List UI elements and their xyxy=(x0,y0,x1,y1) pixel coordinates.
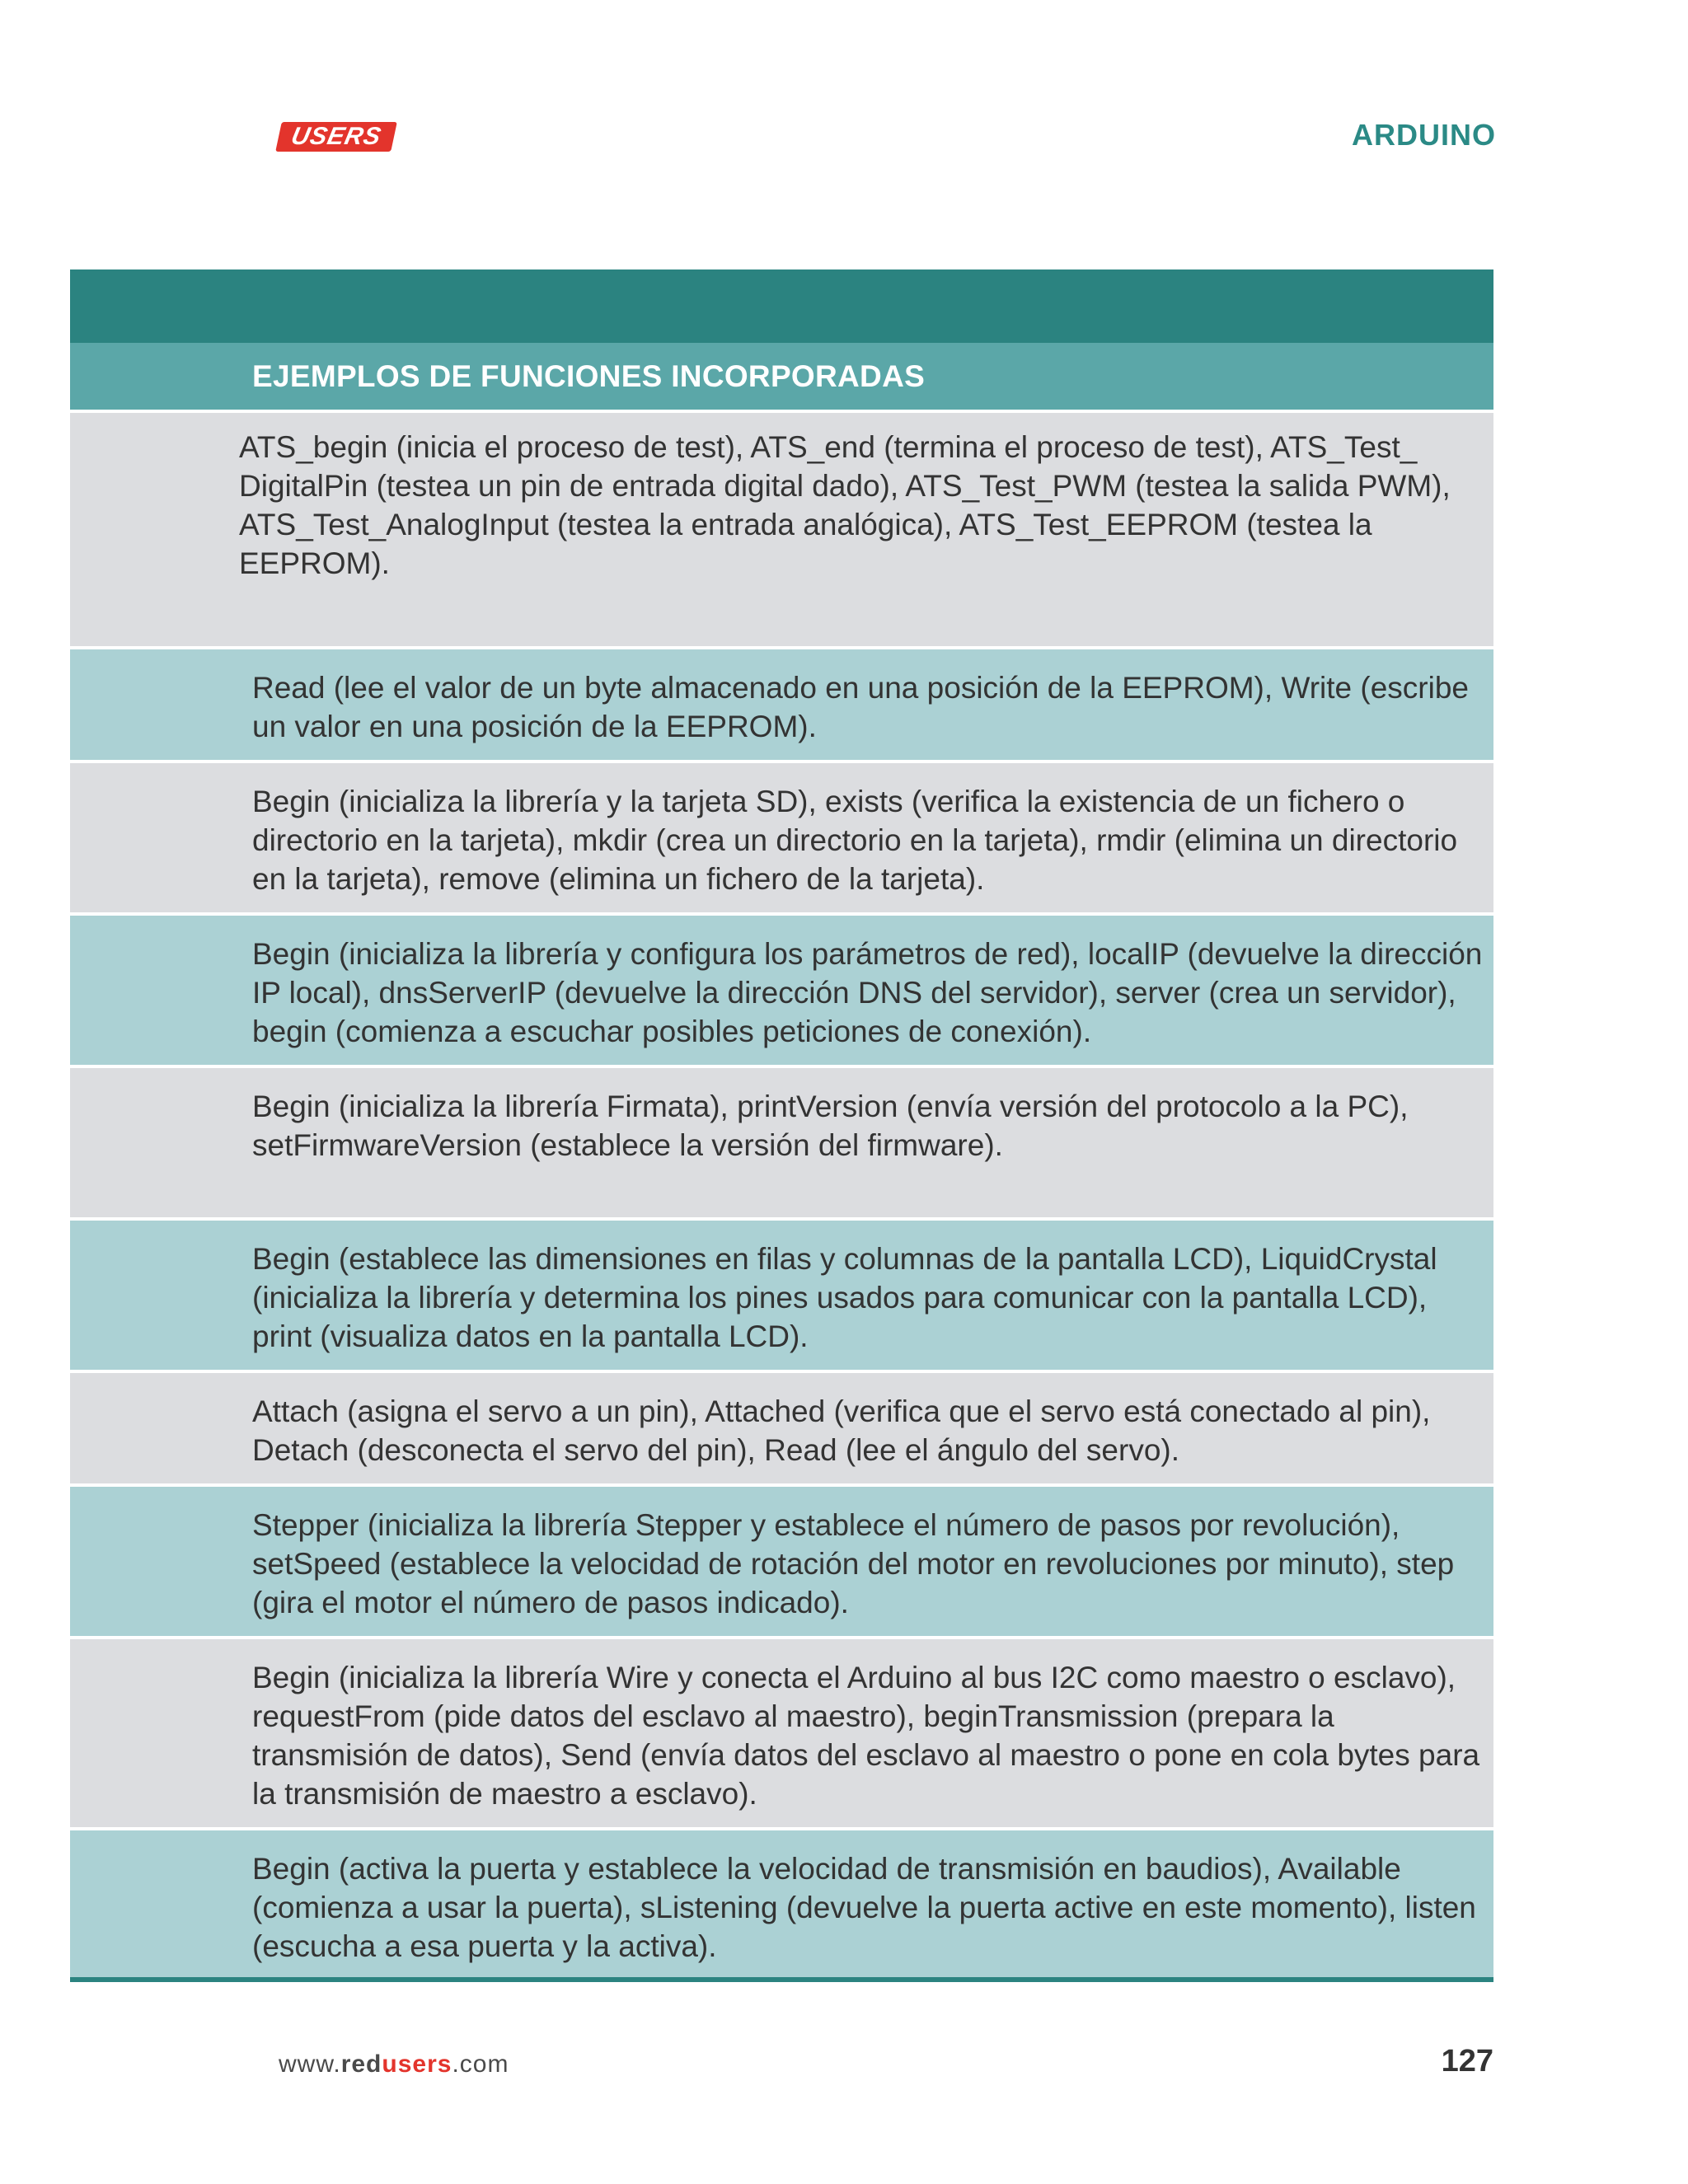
row-text: Begin (inicializa la librería y configura los parámetros de red), localIP (devuelve la dirección IP local), dnsServerIP (devuelve la dirección DNS del servidor), server (crea un servidor), begin (comienza a escuchar posibles peticiones de conexión). xyxy=(252,937,1483,1048)
table-row xyxy=(70,916,1493,1068)
table-row xyxy=(70,763,1493,916)
row-text: Begin (inicializa la librería Wire y conecta el Arduino al bus I2C como maestro o esclavo), requestFrom (pide datos del esclavo al maestro), beginTransmission (prepara la transmisión de datos), Send (envía datos del esclavo al maestro o pone en cola bytes para la transmisión de maestro a esclavo). xyxy=(252,1661,1480,1811)
functions-table xyxy=(70,269,1493,1982)
section-title: ARDUINO xyxy=(1352,118,1496,152)
row-text: ATS_begin (inicia el proceso de test), ATS_end (termina el proceso de test), ATS_Test_ DigitalPin (testea un pin de entrada digital dado), ATS_Test_PWM (testea la salida PWM), ATS_Test_AnalogInput (testea la entrada analógica), ATS_Test_EEPROM (testea la EEPROM). xyxy=(239,430,1451,580)
row-text: Begin (inicializa la librería y la tarjeta SD), exists (verifica la existencia de un fichero o directorio en la tarjeta), mkdir (crea un directorio en la tarjeta), rmdir (elimina un directorio en la tarjeta), remove (elimina un fichero de la tarjeta). xyxy=(252,785,1458,896)
table-row xyxy=(70,1221,1493,1373)
table-row xyxy=(70,1487,1493,1639)
table-row xyxy=(70,1639,1493,1830)
row-text: Begin (inicializa la librería Firmata), printVersion (envía versión del protocolo a la PC), setFirmwareVersion (establece la versión del firmware). xyxy=(252,1090,1409,1162)
row-text: Begin (activa la puerta y establece la velocidad de transmisión en baudios), Available (comienza a usar la puerta), sListening (devuelve la puerta active en este momento), listen (escucha a esa puerta y la activa). xyxy=(252,1852,1476,1963)
page-number: 127 xyxy=(1441,2044,1493,2079)
row-text: Read (lee el valor de un byte almacenado en una posición de la EEPROM), Write (escribe un valor en una posición de la EEPROM). xyxy=(252,671,1469,743)
table-top-bar xyxy=(70,269,1493,343)
url-red: red xyxy=(340,2050,382,2078)
footer-url xyxy=(279,2050,509,2079)
table-row xyxy=(70,649,1493,763)
url-users: users xyxy=(382,2050,452,2078)
url-suffix: .com xyxy=(452,2050,509,2078)
table-row xyxy=(70,1068,1493,1221)
row-text: Begin (establece las dimensiones en filas y columnas de la pantalla LCD), LiquidCrystal (inicializa la librería y determina los pines usados para comunicar con la pantalla LCD), print (visualiza datos en la pantalla LCD). xyxy=(252,1242,1437,1353)
table-row xyxy=(70,1373,1493,1487)
table-row xyxy=(70,1830,1493,1977)
row-text: Stepper (inicializa la librería Stepper y establece el número de pasos por revolución), setSpeed (establece la velocidad de rotación del motor en revoluciones por minuto), step (gira el motor el número de pasos indicado). xyxy=(252,1508,1455,1619)
table-header xyxy=(70,343,1493,413)
users-logo xyxy=(275,122,397,152)
row-text: Attach (asigna el servo a un pin), Attached (verifica que el servo está conectado al pin), Detach (desconecta el servo del pin), Read (lee el ángulo del servo). xyxy=(252,1394,1431,1467)
table-title: EJEMPLOS DE FUNCIONES INCORPORADAS xyxy=(252,359,926,393)
table-bottom-bar xyxy=(70,1977,1493,1982)
url-prefix: www. xyxy=(279,2050,341,2078)
table-row xyxy=(70,413,1493,649)
logo-text: USERS xyxy=(288,123,384,150)
